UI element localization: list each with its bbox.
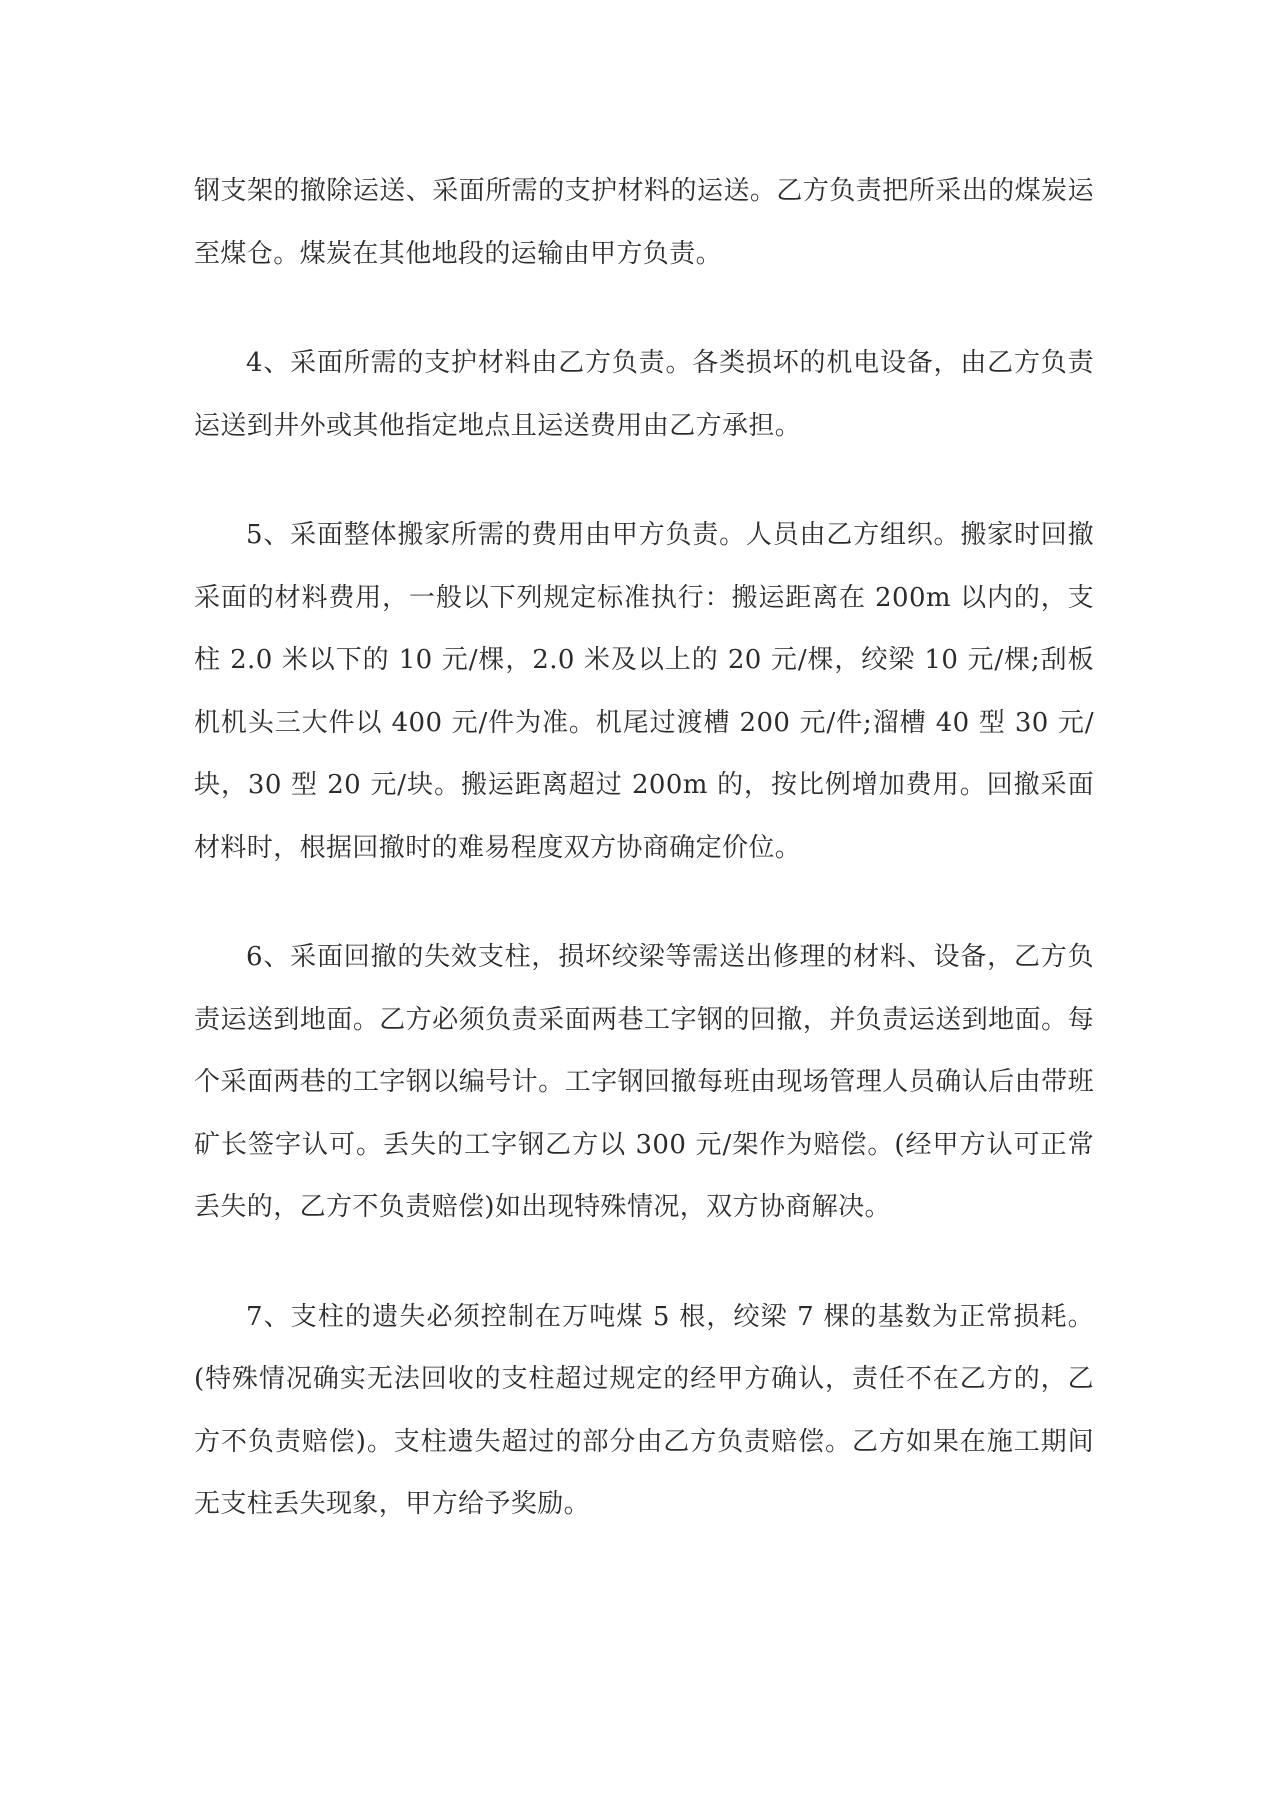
- document-body: [194, 160, 1094, 1583]
- paragraph-clause-4: 4、采面所需的支护材料由乙方负责。各类损坏的机电设备，由乙方负责运送到井外或其他指定地点且运送费用由乙方承担。: [194, 348, 1094, 441]
- paragraph-clause-6: 6、采面回撤的失效支柱，损坏绞梁等需送出修理的材料、设备，乙方负责运送到地面。乙方必须负责采面两巷工字钢的回撤，并负责运送到地面。每个采面两巷的工字钢以编号计。工字钢回撤每班由现场管理人员确认后由带班矿长签字认可。丢失的工字钢乙方以 300 元/架作为赔偿。(经甲方认可正常丢失的，乙方不负责赔偿)如出现特殊情况，双方协商解决。: [194, 942, 1094, 1222]
- paragraph-continuation: 钢支架的撤除运送、采面所需的支护材料的运送。乙方负责把所采出的煤炭运至煤仓。煤炭在其他地段的运输由甲方负责。: [194, 176, 1094, 269]
- paragraph-clause-7: 7、支柱的遗失必须控制在万吨煤 5 根，绞梁 7 棵的基数为正常损耗。(特殊情况确实无法回收的支柱超过规定的经甲方确认，责任不在乙方的，乙方不负责赔偿)。支柱遗失超过的部分由乙方负责赔偿。乙方如果在施工期间无支柱丢失现象，甲方给予奖励。: [194, 1301, 1094, 1519]
- paragraph-clause-5: 5、采面整体搬家所需的费用由甲方负责。人员由乙方组织。搬家时回撤采面的材料费用，一般以下列规定标准执行：搬运距离在 200m 以内的，支柱 2.0 米以下的 10 元/棵，2.0 米及以上的 20 元/棵，绞梁 10 元/棵;刮板机机头三大件以 400 元/件为准。机尾过渡槽 200 元/件;溜槽 40 型 30 元/块，30 型 20 元/块。搬运距离超过 200m 的，按比例增加费用。回撤采面材料时，根据回撤时的难易程度双方协商确定价位。: [194, 520, 1094, 863]
